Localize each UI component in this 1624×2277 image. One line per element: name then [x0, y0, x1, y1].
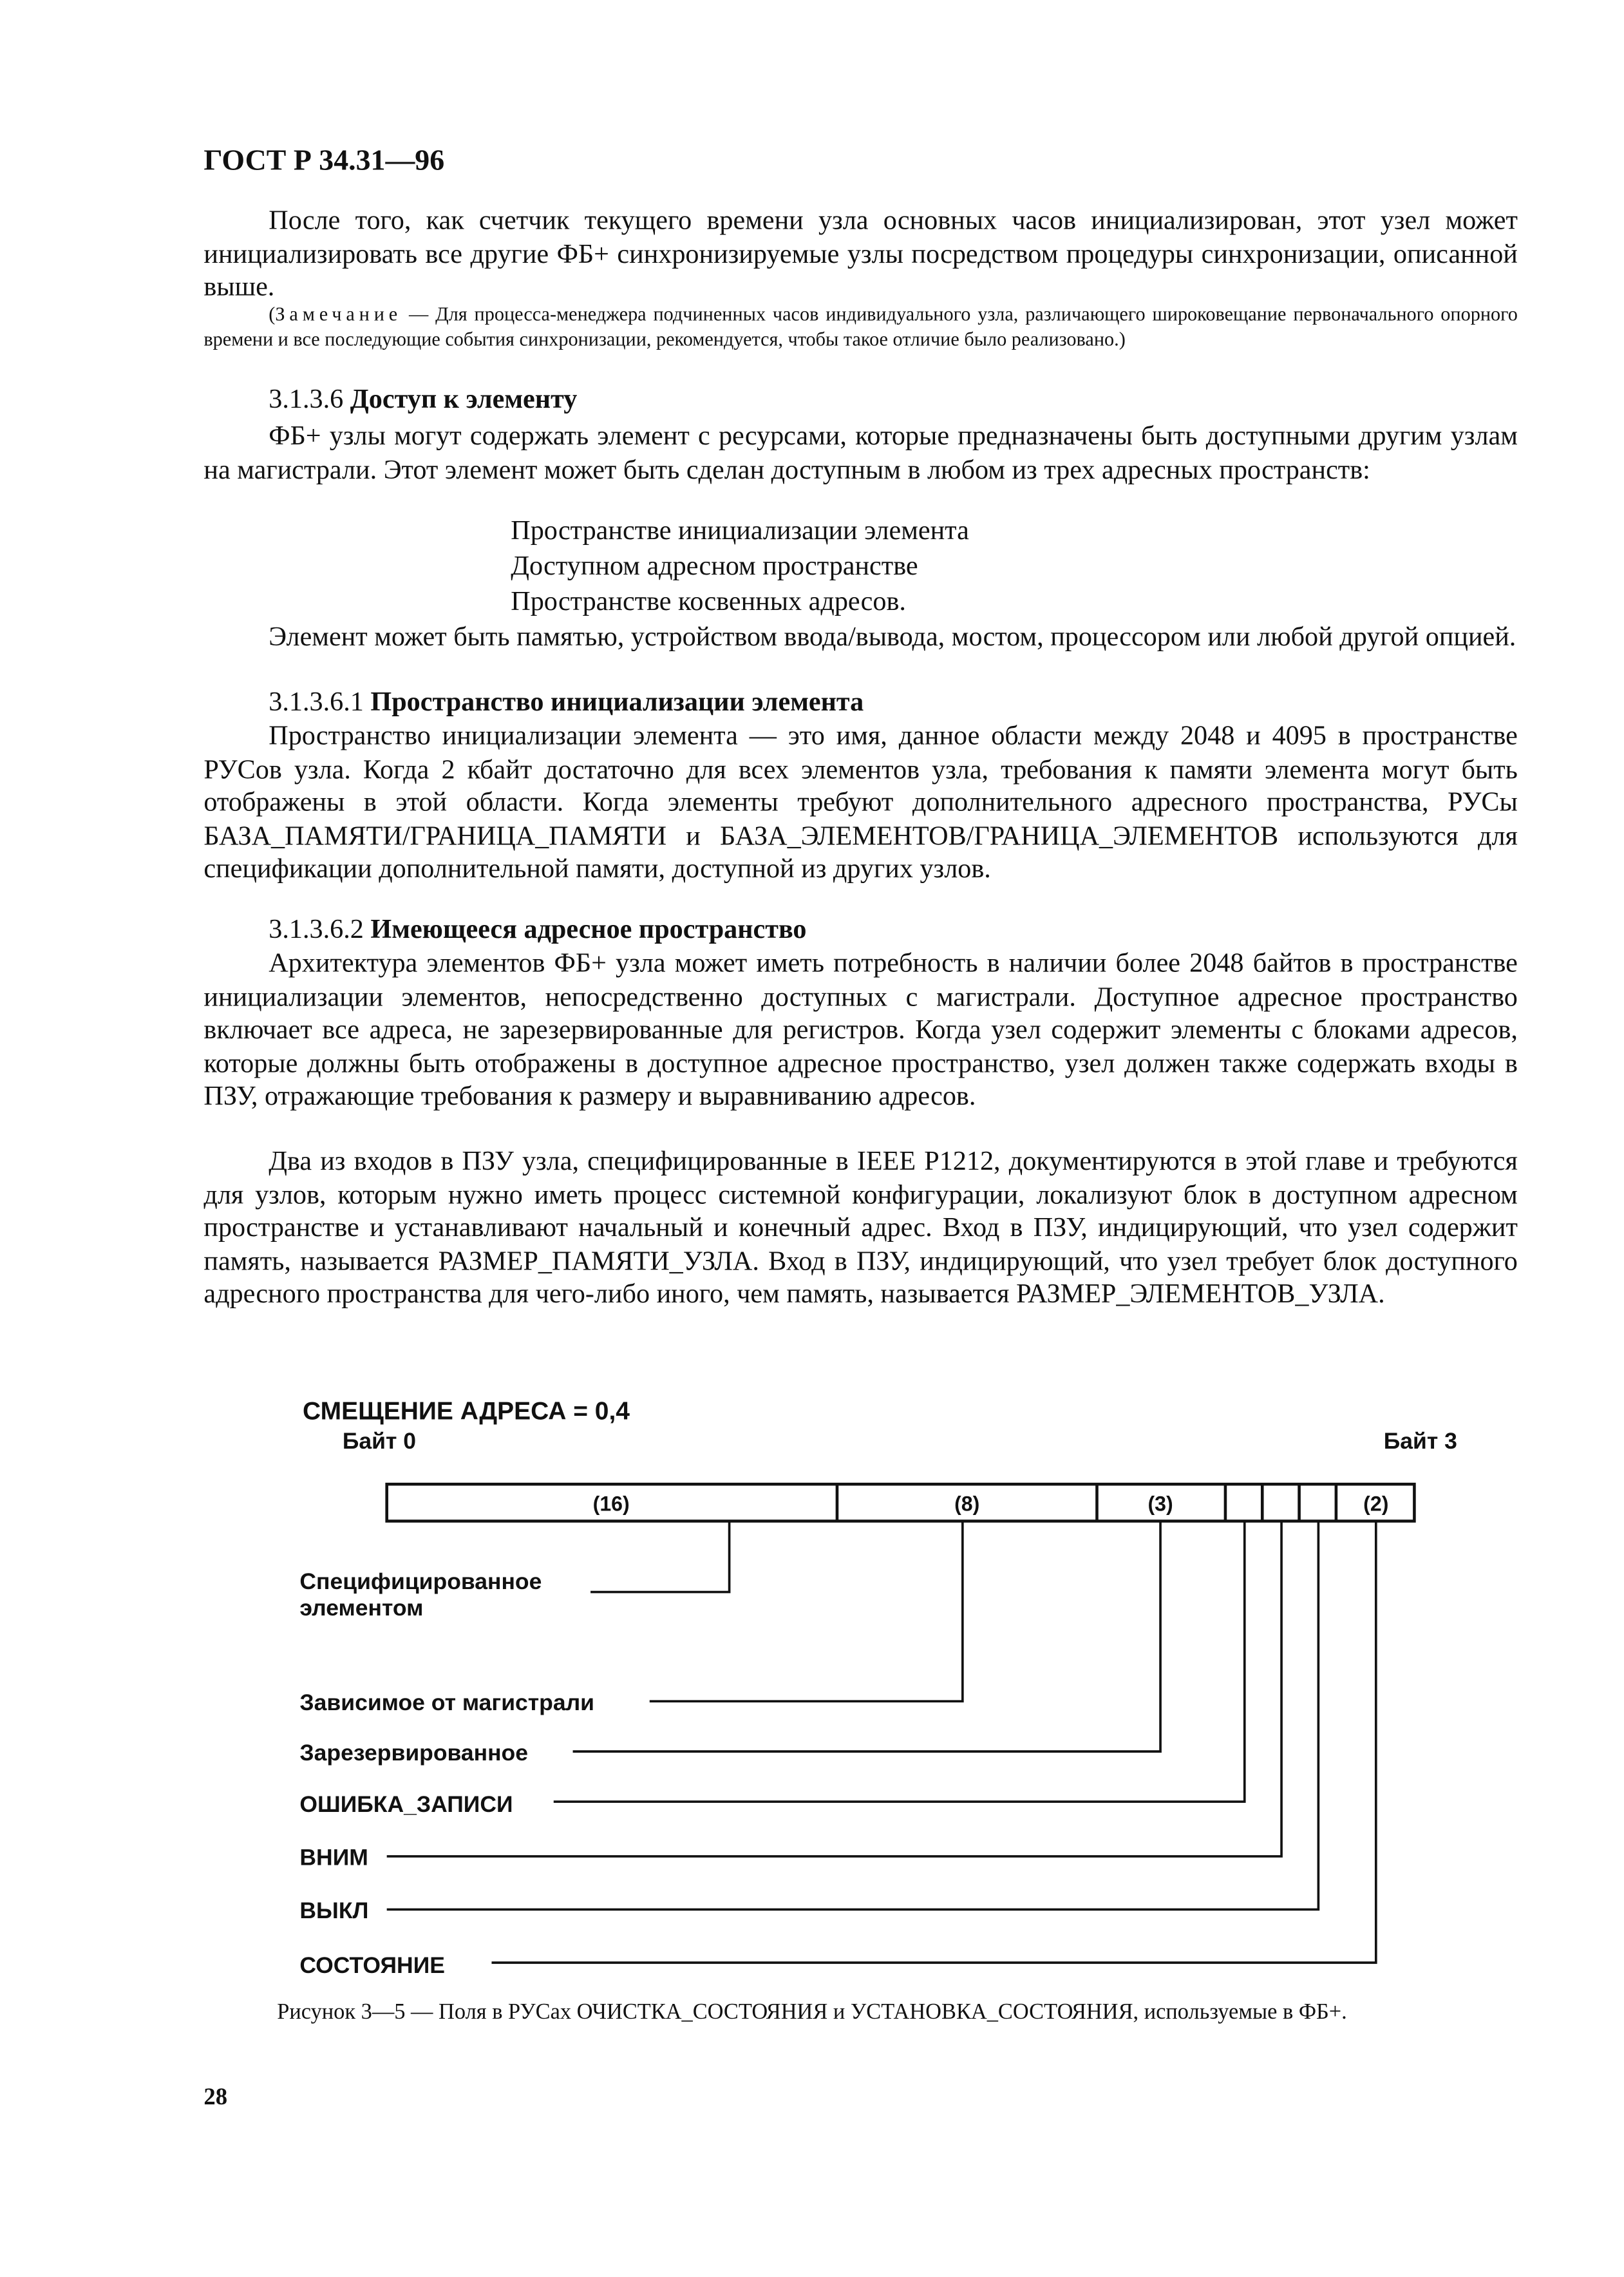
- section-title: Имеющееся адресное пространство: [370, 914, 807, 944]
- byte-right-label: Байт 3: [1383, 1428, 1457, 1454]
- label-state: СОСТОЯНИЕ: [299, 1952, 445, 1979]
- leader-line: [650, 1521, 963, 1701]
- leader-line: [554, 1521, 1245, 1802]
- document-header: ГОСТ Р 34.31—96: [203, 144, 445, 178]
- note-label: Замечание: [275, 303, 402, 325]
- section-3136-paragraph2: Элемент может быть памятью, устройством ввода/вывода, мостом, процессором или любой другой опцией.: [269, 622, 1516, 652]
- label-write-error: ОШИБКА_ЗАПИСИ: [299, 1791, 513, 1818]
- figure-caption: Рисунок 3—5 — Поля в РУСах ОЧИСТКА_СОСТОЯНИЯ и УСТАНОВКА_СОСТОЯНИЯ, используемые в ФБ+.: [277, 2001, 1347, 2025]
- list-item: Доступном адресном пространстве: [511, 551, 918, 581]
- register-outline: [387, 1484, 1415, 1521]
- label-attn: ВНИМ: [299, 1844, 368, 1871]
- label-off: ВЫКЛ: [299, 1898, 369, 1924]
- leader-line: [590, 1521, 730, 1592]
- field-width-label: (16): [592, 1492, 630, 1516]
- field-width-label: (8): [954, 1492, 980, 1516]
- list-item: Пространстве инициализации элемента: [511, 515, 969, 546]
- field-width-label: (3): [1147, 1492, 1173, 1516]
- section-31362-paragraph: Архитектура элементов ФБ+ узла может иметь потребность в наличии более 2048 байтов в пространстве инициализации элементов, непосредственно доступных с магистрали. Доступное адресное пространство включает все адреса, не зарезервированные для регистров. Когда узел содержит элементы с блоками адресов, которые должны быть отображены в доступное адресное пространство, узел должен также содержать входы в ПЗУ, отражающие требования к размеру и выравниванию адресов.: [203, 948, 1518, 1111]
- offset-title: СМЕЩЕНИЕ АДРЕСА = 0,4: [303, 1397, 630, 1425]
- section-number: 3.1.3.6.1: [269, 687, 364, 716]
- section-number: 3.1.3.6: [269, 384, 344, 414]
- section-3136-paragraph: ФБ+ узлы могут содержать элемент с ресурсами, которые предназначены быть доступными другим узлам на магистрали. Этот элемент может быть сделан доступным в любом из трех адресных пространств:: [203, 421, 1518, 484]
- page-number: 28: [203, 2085, 228, 2111]
- field-width-label: (2): [1363, 1492, 1389, 1516]
- leader-line: [491, 1521, 1375, 1963]
- list-item: Пространстве косвенных адресов.: [511, 586, 906, 616]
- section-31362-paragraph2: Два из входов в ПЗУ узла, специфицированные в IEEE P1212, документируются в этой главе и требуются для узлов, которым нужно иметь процесс системной конфигурации, локализуют блок в доступном адресном пространстве и устанавливают начальный и конечный адрес. Вход в ПЗУ, индицирующий, что узел содержит память, называется РАЗМЕР_ПАМЯТИ_УЗЛА. Вход в ПЗУ, индицирующий, что узел требует блок доступного адресного пространства для чего-либо иного, чем память, называется РАЗМЕР_ЭЛЕМЕНТОВ_УЗЛА.: [203, 1146, 1518, 1310]
- intro-paragraph: После того, как счетчик текущего времени узла основных часов инициализирован, этот узел может инициализировать все другие ФБ+ синхронизируемые узлы посредством процедуры синхронизации, описанной выше.: [203, 205, 1518, 302]
- section-31361-paragraph: Пространство инициализации элемента — это имя, данное области между 2048 и 4095 в пространстве РУСов узла. Когда 2 кбайт достаточно для всех элементов узла, требования к памяти элемента могут быть отображены в этой области. Когда элементы требуют дополнительного адресного пространства, РУСы БАЗА_ПАМЯТИ/ГРАНИЦА_ПАМЯТИ и БАЗА_ЭЛЕМЕНТОВ/ГРАНИЦА_ЭЛЕМЕНТОВ используются для спецификации дополнительной памяти, доступной из других узлов.: [203, 720, 1518, 884]
- byte-left-label: Байт 0: [342, 1428, 417, 1454]
- label-specified-line1: Специфицированное: [299, 1568, 542, 1594]
- section-title: Доступ к элементу: [350, 384, 578, 414]
- section-number: 3.1.3.6.2: [269, 914, 364, 944]
- label-specified-line2: элементом: [299, 1595, 424, 1621]
- leader-line: [573, 1521, 1160, 1751]
- label-bus-dependent: Зависимое от магистрали: [299, 1689, 595, 1715]
- section-title: Пространство инициализации элемента: [370, 687, 864, 716]
- label-reserved: Зарезервированное: [299, 1739, 529, 1766]
- note-open: (: [269, 303, 276, 325]
- note-text: — Для процесса-менеджера подчиненных часов индивидуального узла, различающего широковещание первоначального опорного времени и все последующие события синхронизации, рекомендуется, чтобы такое отличие было реализовано.): [203, 303, 1518, 350]
